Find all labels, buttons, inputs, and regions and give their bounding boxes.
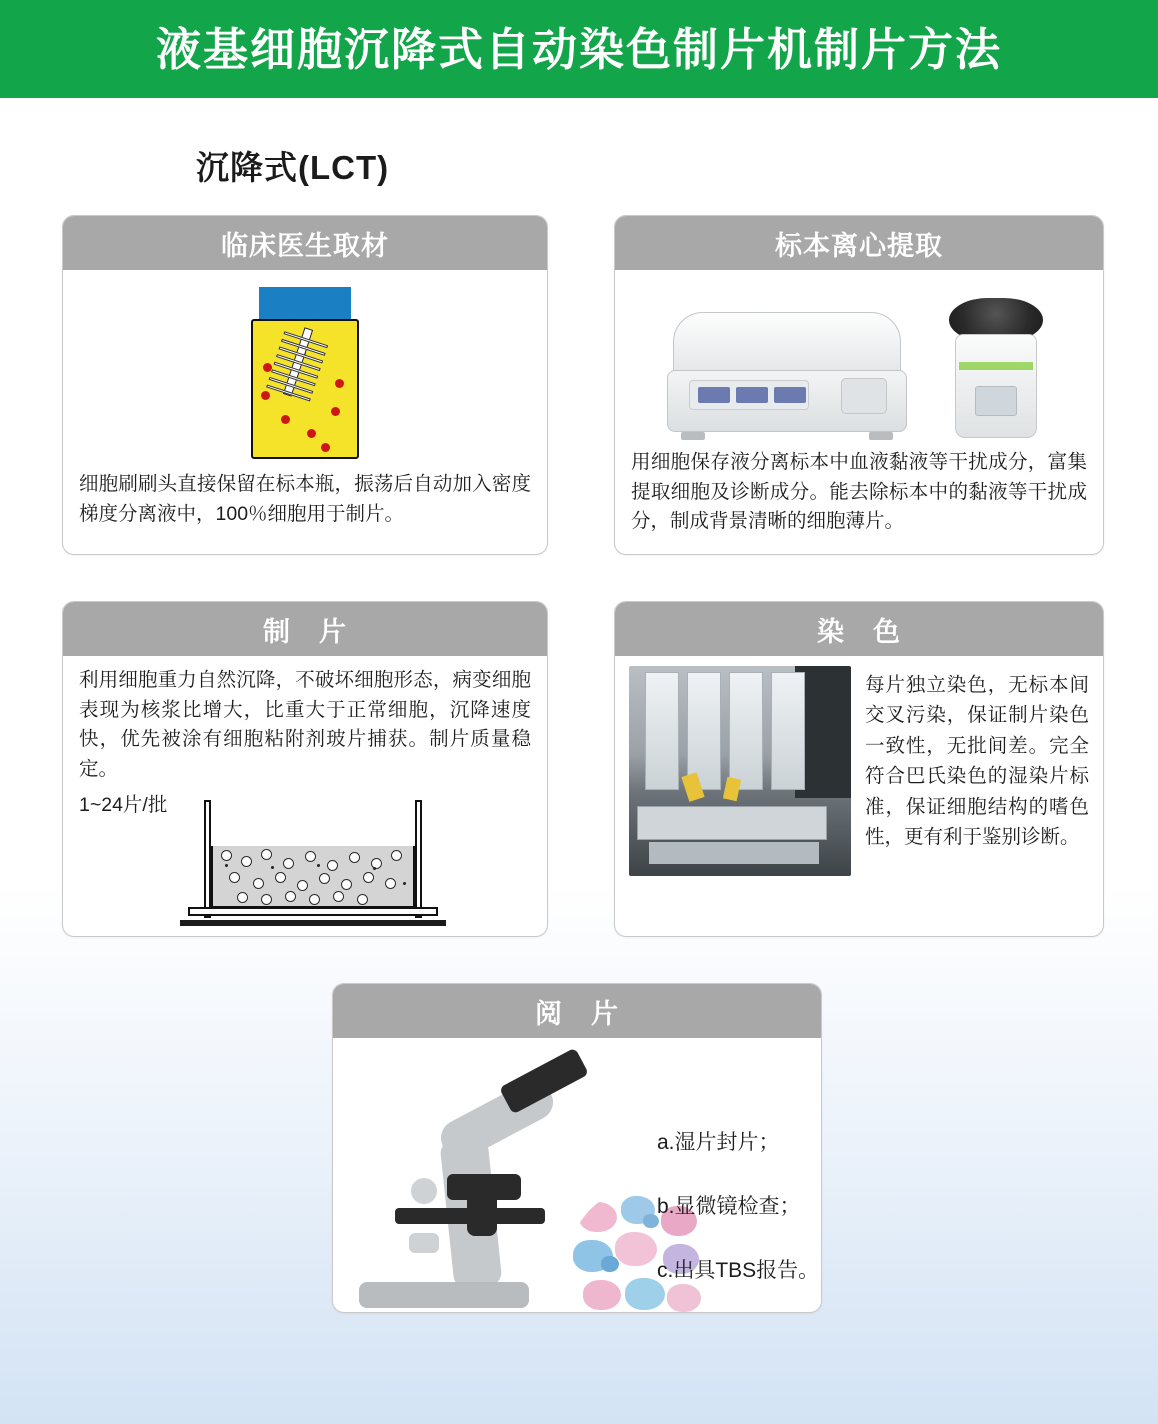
list-item: b.显微镜检查；: [657, 1195, 801, 1218]
card-title: 染 色: [817, 616, 901, 647]
card-title: 临床医生取材: [221, 230, 389, 261]
card-header: [63, 216, 547, 270]
card-body: [63, 270, 547, 554]
page-header: [0, 0, 1158, 98]
microscope-icon: [351, 1058, 601, 1308]
card-staining: [614, 601, 1104, 937]
automatic-stainer-photo: [629, 666, 851, 876]
page-title: 液基细胞沉降式自动染色制片机制片方法: [155, 23, 1002, 75]
card-specimen-centrifugation: [614, 215, 1104, 555]
card-header: [333, 984, 821, 1038]
card-body: [615, 270, 1103, 554]
card-body: [615, 656, 1103, 936]
card-clinical-collection: [62, 215, 548, 555]
card-description: 每片独立染色，无标本间交叉污染，保证制片染色一致性，无批间差。完全符合巴氏染色的湿染片标准，保证细胞结构的嗜色性，更有利于鉴别诊断。: [865, 674, 1089, 849]
card-body: [63, 656, 547, 936]
batch-capacity-note: 1~24片/批: [79, 793, 168, 816]
card-header: [615, 216, 1103, 270]
card-header: [615, 602, 1103, 656]
list-item: a.湿片封片；: [657, 1131, 780, 1154]
card-slide-preparation: [62, 601, 548, 937]
list-item: c.出具TBS报告。: [657, 1259, 820, 1282]
card-title: 制 片: [263, 616, 347, 647]
sedimentation-chamber-icon: [188, 800, 438, 928]
card-body: [333, 1038, 821, 1312]
card-description: 利用细胞重力自然沉降，不破坏细胞形态，病变细胞表现为核浆比增大，比重大于正常细胞，沉降速度快，优先被涂有细胞粘附剂玻片捕获。制片质量稳定。: [79, 669, 531, 780]
specimen-bottle-icon: [79, 280, 531, 470]
section-subtitle: 沉降式(LCT): [196, 149, 390, 186]
card-header: [63, 602, 547, 656]
centrifuge-photo: [631, 280, 1087, 448]
centrifuge-icon: [667, 308, 907, 448]
card-title: 阅 片: [535, 998, 619, 1029]
reading-steps-list: [617, 1126, 819, 1313]
card-slide-reading: [332, 983, 822, 1313]
card-description: 细胞刷刷头直接保留在标本瓶，振荡后自动加入密度梯度分离液中，100％细胞用于制片。: [79, 473, 531, 525]
card-description: 用细胞保存液分离标本中血液黏液等干扰成分，富集提取细胞及诊断成分。能去除标本中的黏液等干扰成分，制成背景清晰的细胞薄片。: [631, 451, 1087, 533]
card-title: 标本离心提取: [775, 230, 943, 261]
vortex-mixer-icon: [941, 298, 1051, 448]
